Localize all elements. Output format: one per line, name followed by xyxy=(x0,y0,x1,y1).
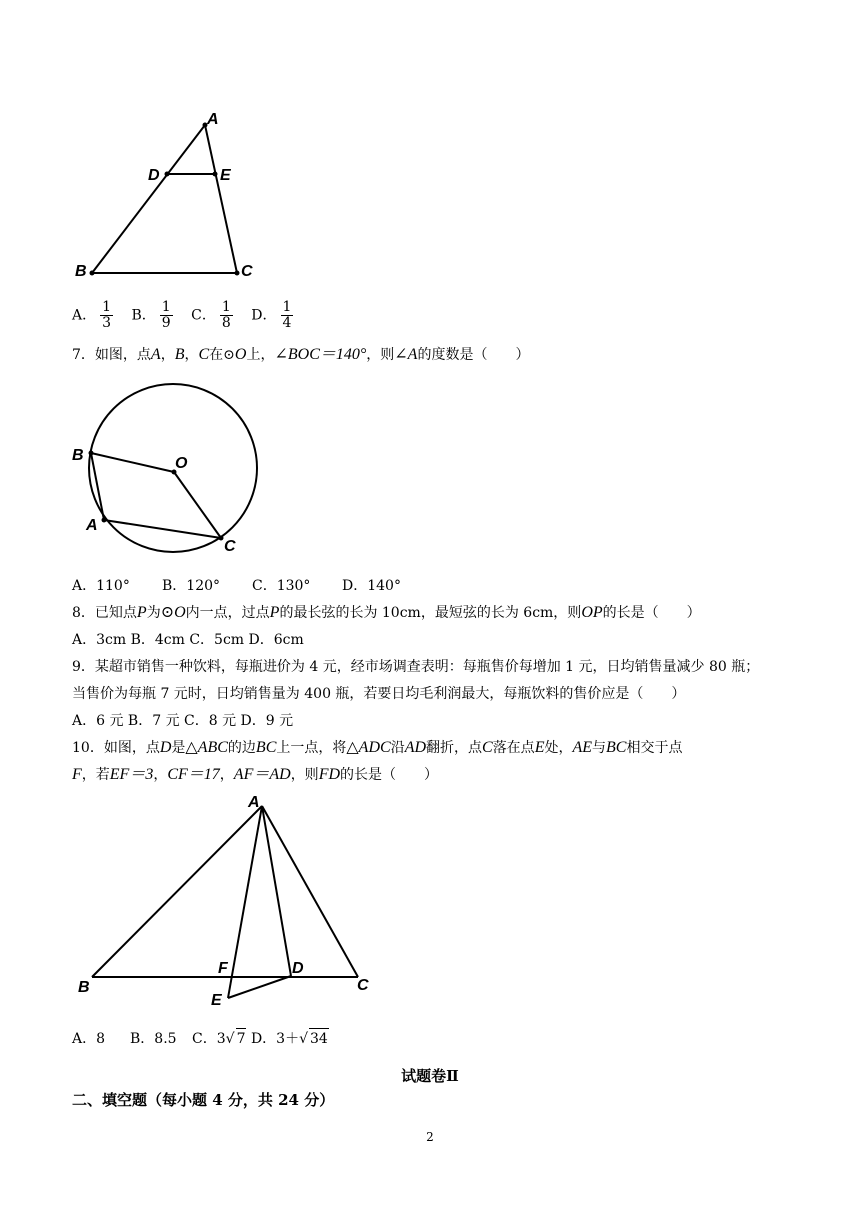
label-D: D xyxy=(148,167,160,184)
q6-option-c: C． $\frac{1}{8}$ xyxy=(191,299,231,331)
label-C: C xyxy=(357,977,369,994)
q10-option-d: D．3＋√ 34 xyxy=(251,1031,329,1047)
triangle-figure-q6 xyxy=(70,108,270,288)
question-9-line-2: 当售价为每瓶 7 元时，日均销售量为 400 瓶，若要日均毛利润最大，每瓶饮料的售价应是（ ） xyxy=(72,686,686,702)
question-10-line-2: F，若EF＝3，CF＝17，AF＝AD，则FD的长是（ ） xyxy=(72,766,439,783)
q10-option-b: B．8.5 xyxy=(130,1031,177,1047)
triangle-figure-q10 xyxy=(70,790,390,1015)
label-E: E xyxy=(211,992,222,1009)
label-E: E xyxy=(220,167,231,184)
page-number: 2 xyxy=(426,1130,434,1144)
label-F: F xyxy=(218,960,228,977)
q10-option-c: C．3√ 7 xyxy=(192,1031,246,1047)
label-A: A xyxy=(86,517,98,534)
section-title: 试题卷Ⅱ xyxy=(401,1067,459,1085)
question-7: 7．如图，点A，B，C在⊙O上，∠BOC＝140°，则∠A的度数是（ ） xyxy=(72,346,530,363)
q7-option-c: C．130° xyxy=(252,578,311,594)
q7-options xyxy=(72,576,401,596)
q9-options: A．6 元 B．7 元 C．8 元 D．9 元 xyxy=(72,713,294,729)
q10-options xyxy=(72,1028,329,1049)
label-A: A xyxy=(207,111,219,128)
label-C: C xyxy=(241,263,253,280)
label-B: B xyxy=(78,979,90,996)
label-D: D xyxy=(292,960,304,977)
q6-option-d: D． $\frac{1}{4}$ xyxy=(251,299,292,331)
q7-option-a: A．110° xyxy=(72,578,130,594)
q7-option-d: D．140° xyxy=(342,578,401,594)
circle-figure-q7 xyxy=(66,378,266,562)
label-C: C xyxy=(224,538,236,555)
q10-option-a: A．8 xyxy=(72,1031,106,1047)
label-B: B xyxy=(75,263,87,280)
q6-option-a: A． $\frac{1}{3}$ xyxy=(72,299,112,331)
section-heading: 二、填空题（每小题 4 分，共 24 分） xyxy=(72,1091,335,1109)
question-9-line-1: 9．某超市销售一种饮料，每瓶进价为 4 元，经市场调查表明：每瓶售价每增加 1 元，日均销售量减少 80 瓶； xyxy=(72,659,760,675)
label-A: A xyxy=(248,794,260,811)
label-B: B xyxy=(72,447,84,464)
question-10-line-1: 10．如图，点D是△ABC的边BC上一点，将△ADC沿AD翻折，点C落在点E处，AE与BC相交于点 xyxy=(72,739,683,756)
question-8: 8．已知点P为⊙O内一点，过点P的最长弦的长为 10cm，最短弦的长为 6cm，则OP的长是（ ） xyxy=(72,604,701,621)
q6-options xyxy=(72,300,307,331)
q8-options: A．3cm B．4cm C．5cm D．6cm xyxy=(72,632,304,648)
q7-option-b: B．120° xyxy=(162,578,221,594)
label-O: O xyxy=(175,455,188,472)
q6-option-b: B． $\frac{1}{9}$ xyxy=(131,299,171,331)
